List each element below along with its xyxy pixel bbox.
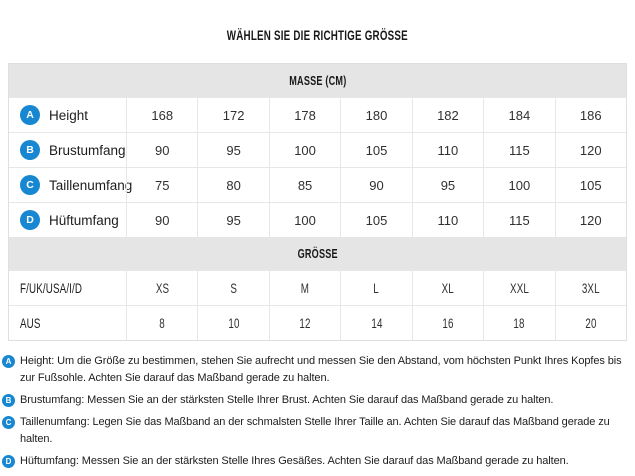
size-cell: 14 — [340, 306, 411, 340]
value-cell: 186 — [555, 98, 626, 132]
value-cell: 105 — [340, 203, 411, 237]
value-cell: 180 — [340, 98, 411, 132]
marker-d-badge: D — [2, 455, 15, 468]
value-cell: 75 — [126, 168, 197, 202]
note-chest — [2, 392, 629, 409]
measure-section-header-text: MASSE (CM) — [288, 73, 347, 88]
value-cell: 95 — [197, 133, 268, 167]
value-cell: 120 — [555, 203, 626, 237]
value-cell: 172 — [197, 98, 268, 132]
size-cell: 20 — [555, 306, 626, 340]
size-cell: XS — [126, 271, 197, 305]
value-cell: 110 — [412, 203, 483, 237]
value-cell: 85 — [269, 168, 340, 202]
marker-c-badge: C — [20, 175, 40, 195]
value-cell: 100 — [269, 133, 340, 167]
table-row-aus-sizes — [9, 305, 626, 340]
note-hip — [2, 453, 629, 470]
size-cell: S — [197, 271, 268, 305]
value-cell: 100 — [483, 168, 554, 202]
table-row-hip — [9, 202, 626, 237]
note-text: Height: Um die Größe zu bestimmen, stehen Sie aufrecht und messen Sie den Abstand, vom höchsten Punkt Ihres Kopfes bis zur Fußsohle. Achten Sie darauf das Maßband gerade zu halten. — [20, 355, 622, 384]
size-cell: 3XL — [555, 271, 626, 305]
value-cell: 95 — [412, 168, 483, 202]
row-header-cell — [9, 168, 133, 202]
size-cell: XXL — [483, 271, 554, 305]
row-label: Taillenumfang — [49, 177, 133, 193]
note-waist — [2, 414, 629, 448]
row-header-cell — [9, 98, 126, 132]
row-label: F/UK/USA/I/D — [20, 280, 83, 296]
value-cell: 105 — [340, 133, 411, 167]
value-cell: 90 — [126, 133, 197, 167]
row-header-cell — [9, 306, 126, 340]
marker-d-badge: D — [20, 210, 40, 230]
value-cell: 105 — [555, 168, 626, 202]
value-cell: 90 — [126, 203, 197, 237]
table-row-waist — [9, 167, 626, 202]
value-cell: 115 — [483, 133, 554, 167]
size-cell: 10 — [197, 306, 268, 340]
value-cell: 178 — [269, 98, 340, 132]
value-cell: 100 — [269, 203, 340, 237]
marker-c-badge: C — [2, 416, 15, 429]
table-row-international-sizes — [9, 270, 626, 305]
row-label: Height — [49, 107, 89, 123]
size-cell: 8 — [126, 306, 197, 340]
value-cell: 120 — [555, 133, 626, 167]
note-text: Brustumfang: Messen Sie an der stärksten Stelle Ihrer Brust. Achten Sie darauf das Maßband gerade zu halten. — [20, 394, 554, 406]
size-section-header — [9, 237, 626, 270]
size-cell: 12 — [269, 306, 340, 340]
size-cell: 16 — [412, 306, 483, 340]
row-header-cell — [9, 133, 126, 167]
row-label: Brustumfang — [49, 142, 126, 158]
size-chart-table — [8, 63, 627, 341]
value-cell: 80 — [197, 168, 268, 202]
size-cell: 18 — [483, 306, 554, 340]
value-cell: 168 — [126, 98, 197, 132]
size-cell: L — [340, 271, 411, 305]
size-section-header-text: GRÖSSE — [297, 246, 338, 261]
page-title — [0, 0, 635, 45]
marker-b-badge: B — [2, 394, 15, 407]
marker-b-badge: B — [20, 140, 40, 160]
value-cell: 95 — [197, 203, 268, 237]
marker-a-badge: A — [2, 355, 15, 368]
row-header-cell — [9, 271, 126, 305]
value-cell: 182 — [412, 98, 483, 132]
measurement-notes — [2, 353, 629, 470]
table-row-height — [9, 97, 626, 132]
row-label: AUS — [20, 315, 41, 331]
value-cell: 115 — [483, 203, 554, 237]
row-header-cell — [9, 203, 126, 237]
row-label: Hüftumfang — [49, 212, 119, 228]
table-row-chest — [9, 132, 626, 167]
note-height — [2, 353, 629, 387]
measure-section-header — [9, 64, 626, 97]
size-cell: XL — [412, 271, 483, 305]
value-cell: 184 — [483, 98, 554, 132]
value-cell: 110 — [412, 133, 483, 167]
value-cell: 90 — [340, 168, 411, 202]
page-title-text: WÄHLEN SIE DIE RICHTIGE GRÖSSE — [226, 27, 409, 43]
marker-a-badge: A — [20, 105, 40, 125]
note-text: Taillenumfang: Legen Sie das Maßband an der schmalsten Stelle Ihrer Taille an. Achten Sie darauf das Maßband gerade zu halten. — [20, 416, 610, 445]
size-cell: M — [269, 271, 340, 305]
note-text: Hüftumfang: Messen Sie an der stärksten Stelle Ihres Gesäßes. Achten Sie darauf das Maßband gerade zu halten. — [20, 455, 569, 467]
